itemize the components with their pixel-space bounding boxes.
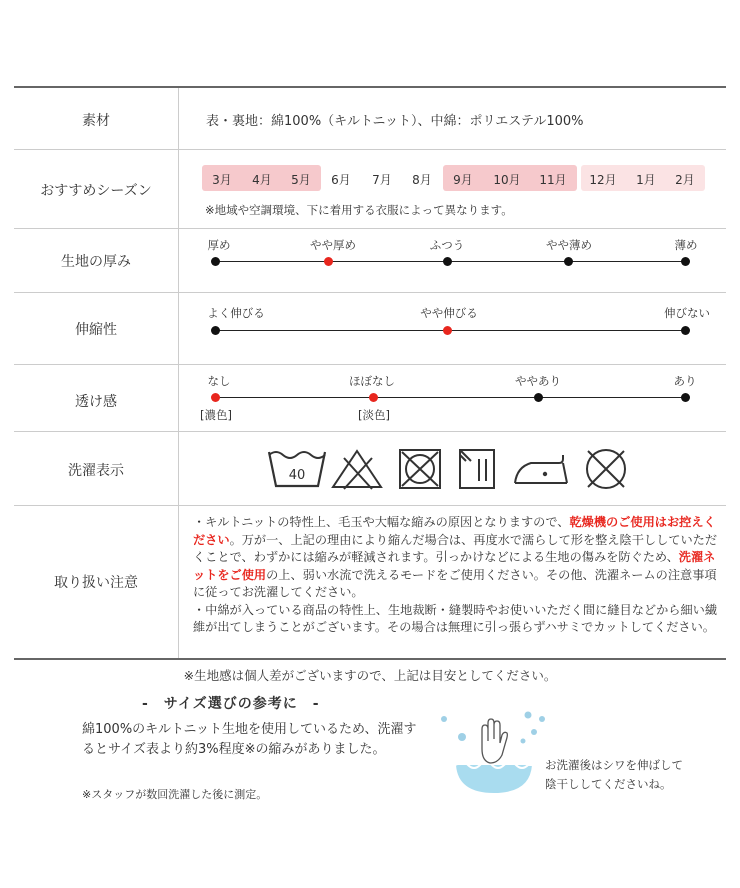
scale-dot xyxy=(564,257,573,266)
transparency-label: 透け感 xyxy=(75,394,117,410)
handling-label: 取り扱い注意 xyxy=(54,575,138,591)
scale-label: 伸びない xyxy=(664,306,710,320)
scale-dot-selected xyxy=(324,257,333,266)
scale-dot-selected xyxy=(211,393,220,402)
month-label: 10月 xyxy=(493,173,521,187)
care-label: 洗濯表示 xyxy=(68,463,124,479)
scale-label: やや薄め xyxy=(546,238,592,252)
size-section-note: ※スタッフが数回洗濯した後に測定。 xyxy=(82,788,268,801)
scale-dot xyxy=(681,326,690,335)
scale-dot xyxy=(681,257,690,266)
dark-color-label: [濃色] xyxy=(200,408,232,422)
stretch-label: 伸縮性 xyxy=(75,322,117,338)
month-label: 5月 xyxy=(291,173,311,187)
scale-dot-selected xyxy=(443,326,452,335)
wash-note-line-2: 陰干ししてくださいね。 xyxy=(545,777,672,791)
product-info-table xyxy=(14,86,726,660)
row-season xyxy=(14,150,726,229)
scale-dot-selected xyxy=(369,393,378,402)
scale-dot xyxy=(211,326,220,335)
month-label: 8月 xyxy=(412,173,432,187)
month-label: 2月 xyxy=(675,173,695,187)
scale-label: ほぼなし xyxy=(349,374,395,388)
scale-label: やや伸びる xyxy=(420,306,478,320)
wash-note xyxy=(545,756,683,794)
month-label: 6月 xyxy=(331,173,351,187)
scale-dot xyxy=(211,257,220,266)
size-section-body: 綿100%のキルトニット生地を使用しているため、洗濯するとサイズ表より約3%程度※の縮みがありました。 xyxy=(82,722,417,757)
material-label: 素材 xyxy=(82,113,110,129)
month-label: 1月 xyxy=(636,173,656,187)
wash-note-line-1: お洗濯後はシワを伸ばして xyxy=(545,758,683,772)
scale-label: なし xyxy=(207,374,231,388)
wash-40-icon xyxy=(266,446,328,490)
thickness-label: 生地の厚み xyxy=(61,254,131,270)
row-material xyxy=(14,88,726,150)
material-value: 表・裏地：綿100%（キルトニット）、中綿：ポリエステル100% xyxy=(206,114,584,129)
season-note: ※地域や空調環境、下に着用する衣服によって異なります。 xyxy=(205,203,513,217)
month-label: 4月 xyxy=(252,173,272,187)
scale-label: やや厚め xyxy=(310,238,356,252)
line-dry-shade-icon xyxy=(457,447,497,491)
scale-label: ややあり xyxy=(515,374,561,388)
row-transparency xyxy=(14,365,726,432)
light-color-label: [淡色] xyxy=(358,408,390,422)
scale-label: 厚め xyxy=(207,238,231,252)
no-tumble-dry-icon xyxy=(397,447,443,491)
tumble-dry-warning: 乾燥機のご使用はお控えください xyxy=(193,515,716,547)
no-dry-clean-icon xyxy=(583,446,629,492)
scale-label: よく伸びる xyxy=(207,306,265,320)
scale-dot xyxy=(443,257,452,266)
scale-label: 薄め xyxy=(674,238,698,252)
scale-label: あり xyxy=(673,374,697,388)
handling-note-1: ・キルトニットの特性上、毛玉や大幅な縮みの原因となりますので、乾燥機のご使用はお控えください。万が一、上記の理由により縮んだ場合は、再度水で濡らして形を整え陰干ししていただくことで、わずかには縮みが軽減されます。引っかけなどによる生地の傷みを防ぐため、洗濯ネットをご使用の上、弱い水流で洗えるモードをご使用ください。その他、洗濯ネームの注意事項に従ってお洗濯してください。 xyxy=(193,515,718,599)
transparency-scale-line xyxy=(215,397,687,398)
row-thickness xyxy=(14,229,726,293)
scale-label: ふつう xyxy=(429,238,465,252)
scale-dot xyxy=(681,393,690,402)
month-label: 7月 xyxy=(372,173,392,187)
size-section-title: - サイズ選びの参考に - xyxy=(142,696,320,712)
row-handling xyxy=(14,506,726,658)
fabric-feel-footnote: ※生地感は個人差がございますので、上記は目安としてください。 xyxy=(183,668,557,683)
handling-note-2: ・中綿が入っている商品の特性上、生地裁断・縫製時やお使いいただく間に縫目などから細い繊維が出てしまうことがございます。その場合は無理に引っ張らずハサミでカットしてください。 xyxy=(193,602,718,634)
month-label: 11月 xyxy=(539,173,567,187)
month-label: 9月 xyxy=(453,173,473,187)
wash-temp: 40 xyxy=(288,468,306,483)
row-stretch xyxy=(14,293,726,365)
laundry-net-warning: 洗濯ネットをご使用 xyxy=(193,550,716,582)
hand-wash-illustration xyxy=(438,705,550,795)
season-label: おすすめシーズン xyxy=(40,183,152,199)
scale-dot xyxy=(534,393,543,402)
month-label: 12月 xyxy=(589,173,617,187)
no-bleach-icon xyxy=(329,446,385,492)
month-label: 3月 xyxy=(212,173,232,187)
row-care-symbols xyxy=(14,432,726,506)
iron-low-icon xyxy=(509,449,573,487)
handling-notes xyxy=(193,514,723,637)
